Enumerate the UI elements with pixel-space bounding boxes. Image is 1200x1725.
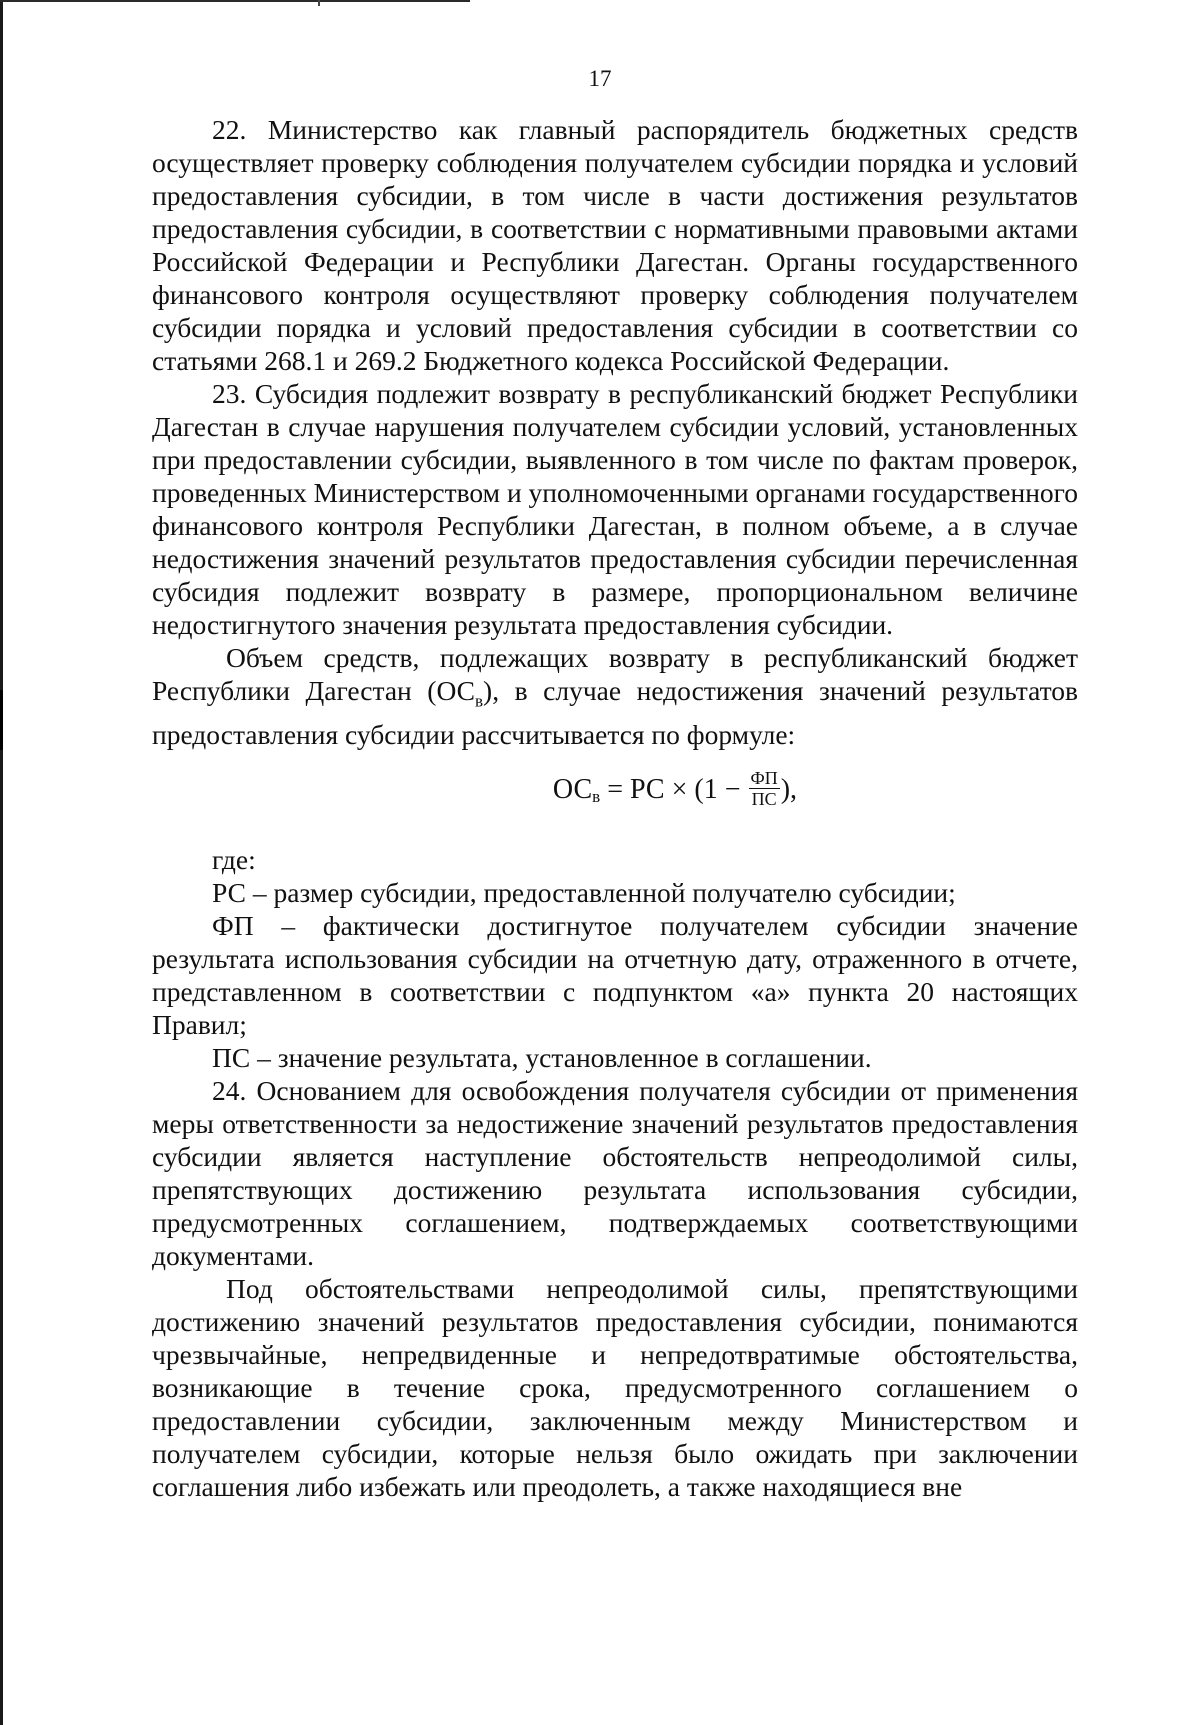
formula-equals: = РС × (1 − (600, 773, 748, 805)
paragraph-refund-volume (152, 641, 1078, 751)
refund-volume-text-end: ), в случае недостижения значений результатов предоставления субсидии рассчитывается по формуле: (152, 675, 1078, 750)
definition-fp: ФП – фактически достигнутое получателем субсидии значение результата использования субсидии на отчетную дату, отраженного в отчете, представленном в соответствии с подпунктом «а» пункта 20 настоящих Правил; (152, 909, 1078, 1040)
formula-lhs-subscript: в (592, 786, 601, 806)
paragraph-22: 22. Министерство как главный распорядитель бюджетных средств осуществляет проверку соблюдения получателем субсидии порядка и условий предоставления субсидии, в том числе в части достижения результатов предоставления субсидии, в соответствии с нормативными правовыми актами Российской Федерации и Республики Дагестан. Органы государственного финансового контроля осуществляют проверку соблюдения получателем субсидии порядка и условий предоставления субсидии в соответствии со статьями 268.1 и 269.2 Бюджетного кодекса Российской Федерации. (152, 114, 1078, 376)
paragraph-23: 23. Субсидия подлежит возврату в республиканский бюджет Республики Дагестан в случае нарушения получателем субсидии условий, установленных при предоставлении субсидии, выявленного в том числе по фактам проверок, проведенных Министерством и уполномоченными органами государственного финансового контроля Республики Дагестан, в полном объеме, а в случае недостижения значений результатов предоставления субсидии перечисленная субсидия подлежит возврату в размере, пропорциональном величине недостигнутого значения результата предоставления субсидии. (152, 378, 1078, 640)
scan-mark (318, 0, 320, 6)
fraction-numerator: ФП (750, 767, 778, 788)
definition-ps: ПС – значение результата, установленное в соглашении. (212, 1041, 872, 1073)
formula-close: ), (780, 773, 798, 805)
refund-formula (553, 769, 797, 810)
scan-mark (0, 690, 3, 750)
paragraph-24: 24. Основанием для освобождения получателя субсидии от применения меры ответственности за недостижение значений результатов предоставления субсидии является наступление обстоятельств непреодолимой силы, препятствующих достижению результата использования субсидии, предусмотренных соглашением, подтверждаемых соответствующими документами. (152, 1074, 1078, 1271)
formula-lhs: ОС (552, 773, 593, 805)
scan-mark (0, 0, 470, 2)
fraction-denominator: ПС (751, 788, 777, 809)
formula-fraction (749, 768, 780, 809)
paragraph-force-majeure: Под обстоятельствами непреодолимой силы, препятствующими достижению значений результатов предоставления субсидии, понимаются чрезвычайные, непредвиденные и непредотвратимые обстоятельства, возникающие в течение срока, предусмотренного соглашением о предоставлении субсидии, заключенным между Министерством и получателем субсидии, которые нельзя было ожидать при заключении соглашения либо избежать или преодолеть, а также находящиеся вне (152, 1272, 1078, 1502)
definition-rs: РС – размер субсидии, предоставленной получателю субсидии; (212, 876, 956, 908)
refund-volume-text-start: Объем средств, подлежащих возврату в республиканский бюджет Республики Дагестан (ОС (152, 642, 1078, 706)
document-body (152, 113, 1078, 1503)
scan-edge (0, 0, 3, 1725)
where-label: где: (212, 843, 256, 875)
page-number: 17 (588, 66, 612, 91)
formula-row (152, 769, 1078, 833)
refund-volume-subscript: в (475, 691, 484, 711)
